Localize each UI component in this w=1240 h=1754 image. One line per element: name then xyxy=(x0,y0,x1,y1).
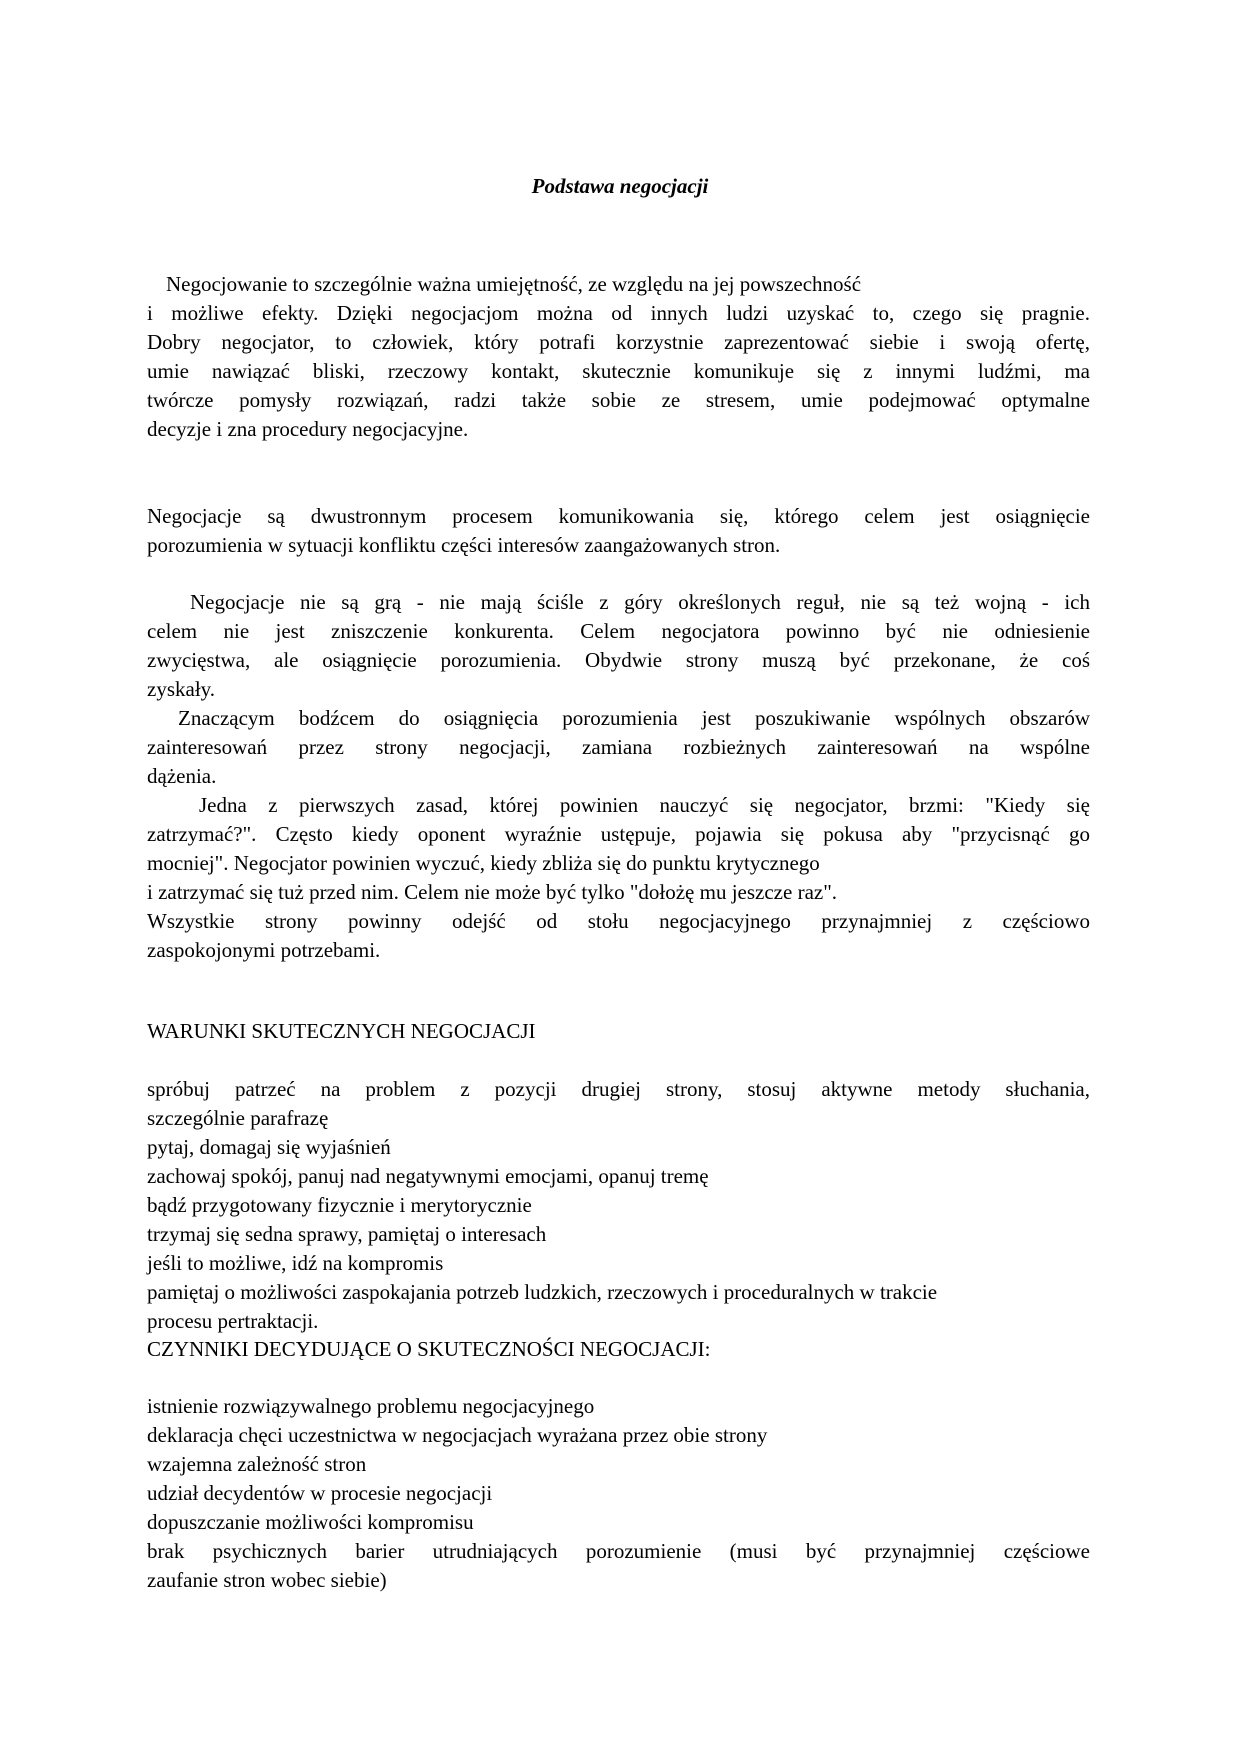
text-line: zatrzymać?". Często kiedy oponent wyraźnie ustępuje, pojawia się pokusa aby "przycisnąć go xyxy=(147,822,1090,846)
list-item: bądź przygotowany fizycznie i merytorycznie xyxy=(147,1193,532,1217)
text-line: Znaczącym bodźcem do osiągnięcia porozumienia jest poszukiwanie wspólnych obszarów xyxy=(178,706,1090,730)
text-line: Wszystkie strony powinny odejść od stołu negocjacyjnego przynajmniej z częściowo xyxy=(147,909,1090,933)
list-item: istnienie rozwiązywalnego problemu negocjacyjnego xyxy=(147,1394,595,1418)
list-item: pamiętaj o możliwości zaspokajania potrzeb ludzkich, rzeczowych i proceduralnych w trakcie xyxy=(147,1280,938,1304)
text-line: zainteresowań przez strony negocjacji, zamiana rozbieżnych zainteresowań na wspólne xyxy=(147,735,1090,759)
text-line: Dobry negocjator, to człowiek, który potrafi korzystnie zaprezentować siebie i swoją ofertę, xyxy=(147,330,1090,354)
list-item: dopuszczanie możliwości kompromisu xyxy=(147,1510,474,1534)
list-factors xyxy=(147,1392,1090,1595)
text-line: i możliwe efekty. Dzięki negocjacjom można od innych ludzi uzyskać to, czego się pragnie. xyxy=(147,301,1090,325)
text-line: celem nie jest zniszczenie konkurenta. Celem negocjatora powinno być nie odniesienie xyxy=(147,619,1090,643)
list-item: procesu pertraktacji. xyxy=(147,1309,319,1333)
title-text: Podstawa negocjacji xyxy=(531,174,709,198)
text-line: dążenia. xyxy=(147,764,217,788)
text-line: Negocjacje są dwustronnym procesem komunikowania się, którego celem jest osiągnięcie xyxy=(147,504,1090,528)
text-line: umie nawiązać bliski, rzeczowy kontakt, skutecznie komunikuje się z innymi ludźmi, ma xyxy=(147,359,1090,383)
text-line: decyzje i zna procedury negocjacyjne. xyxy=(147,417,469,441)
text-line: zyskały. xyxy=(147,677,216,701)
list-item: zaufanie stron wobec siebie) xyxy=(147,1568,387,1592)
text-line: Negocjowanie to szczególnie ważna umiejętność, ze względu na jej powszechność xyxy=(166,272,862,296)
list-item: zachowaj spokój, panuj nad negatywnymi emocjami, opanuj tremę xyxy=(147,1164,709,1188)
text-line: i zatrzymać się tuż przed nim. Celem nie może być tylko "dołożę mu jeszcze raz". xyxy=(147,880,838,904)
list-item: szczególnie parafrazę xyxy=(147,1106,329,1130)
paragraph-definition xyxy=(147,502,1090,560)
text-line: zwycięstwa, ale osiągnięcie porozumienia. Obydwie strony muszą być przekonane, że coś xyxy=(147,648,1090,672)
text-line: twórcze pomysły rozwiązań, radzi także sobie ze stresem, umie podejmować optymalne xyxy=(147,388,1090,412)
list-item: wzajemna zależność stron xyxy=(147,1452,367,1476)
text-line: zaspokojonymi potrzebami. xyxy=(147,938,381,962)
text-line: porozumienia w sytuacji konfliktu części interesów zaangażowanych stron. xyxy=(147,533,781,557)
list-item: udział decydentów w procesie negocjacji xyxy=(147,1481,493,1505)
document-title xyxy=(0,172,1240,201)
section-heading-conditions: WARUNKI SKUTECZNYCH NEGOCJACJI xyxy=(147,1019,536,1043)
paragraph-intro xyxy=(147,270,1090,444)
list-item: deklaracja chęci uczestnictwa w negocjacjach wyrażana przez obie strony xyxy=(147,1423,768,1447)
paragraph-principles xyxy=(147,588,1090,965)
list-item: pytaj, domagaj się wyjaśnień xyxy=(147,1135,391,1159)
text-line: Negocjacje nie są grą - nie mają ściśle z góry określonych reguł, nie są też wojną - ich xyxy=(190,590,1090,614)
list-item: brak psychicznych barier utrudniających porozumienie (musi być przynajmniej częściowe xyxy=(147,1539,1090,1563)
list-item: jeśli to możliwe, idź na kompromis xyxy=(147,1251,444,1275)
list-item: spróbuj patrzeć na problem z pozycji drugiej strony, stosuj aktywne metody słuchania, xyxy=(147,1077,1090,1101)
section-heading-factors: CZYNNIKI DECYDUJĄCE O SKUTECZNOŚCI NEGOCJACJI: xyxy=(147,1337,711,1361)
text-line: mocniej". Negocjator powinien wyczuć, kiedy zbliża się do punktu krytycznego xyxy=(147,851,820,875)
list-item: trzymaj się sedna sprawy, pamiętaj o interesach xyxy=(147,1222,547,1246)
text-line: Jedna z pierwszych zasad, której powinien nauczyć się negocjator, brzmi: "Kiedy się xyxy=(199,793,1090,817)
list-conditions xyxy=(147,1075,1090,1336)
